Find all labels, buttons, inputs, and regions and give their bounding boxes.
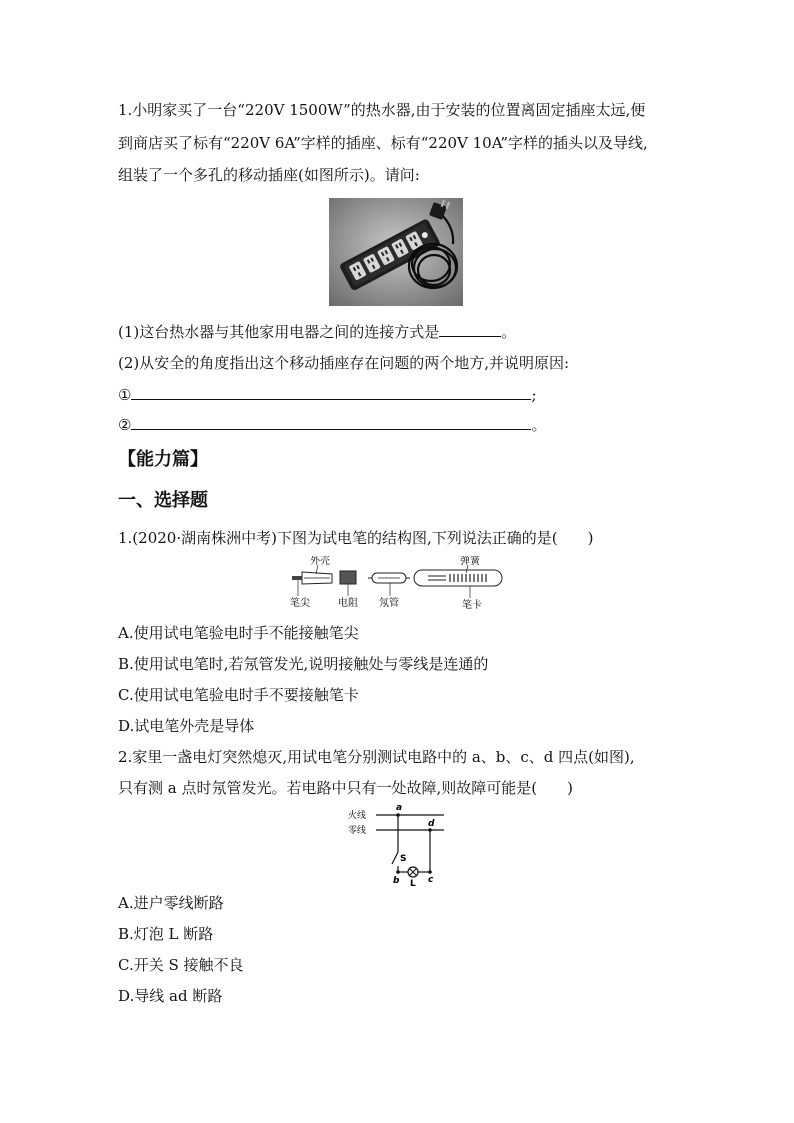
label-live-wire: 火线	[348, 811, 367, 821]
q2-option-b[interactable]: B.灯泡 L 断路	[118, 925, 214, 943]
sub-question-2: (2)从安全的角度指出这个移动插座存在问题的两个地方,并说明原因:	[118, 354, 570, 372]
resistor-shape	[340, 571, 356, 584]
label-lamp: L	[410, 879, 416, 886]
label-neon: 氖管	[379, 598, 399, 609]
power-strip-photo	[329, 198, 463, 306]
sub-question-1-end: 。	[501, 323, 517, 341]
q2-option-c[interactable]: C.开关 S 接触不良	[118, 956, 244, 974]
answer-marker-2: ②	[118, 416, 132, 434]
q1-option-d[interactable]: D.试电笔外壳是导体	[118, 717, 255, 735]
heading-choice: 一、选择题	[118, 490, 208, 511]
label-tip: 笔尖	[290, 598, 310, 609]
q2-stem-line-1: 2.家里一盏电灯突然熄灭,用试电笔分别测试电路中的 a、b、c、d 四点(如图),	[118, 748, 635, 766]
label-point-b: b	[393, 876, 400, 886]
answer-line-1	[118, 385, 537, 405]
label-point-c: c	[428, 875, 434, 885]
sub-question-1	[118, 322, 516, 342]
label-point-a: a	[396, 803, 403, 813]
answer-marker-1: ①	[118, 386, 132, 404]
circuit-diagram	[348, 800, 448, 886]
heading-ability: 【能力篇】	[118, 449, 208, 470]
answer-end-2: 。	[531, 416, 547, 434]
q2-stem-line-2: 只有测 a 点时氖管发光。若电路中只有一处故障,则故障可能是( )	[118, 779, 573, 797]
label-shell: 外壳	[310, 556, 330, 567]
label-neutral-wire: 零线	[348, 826, 367, 836]
q1-option-a[interactable]: A.使用试电笔验电时手不能接触笔尖	[118, 624, 359, 642]
q2-option-a[interactable]: A.进户零线断路	[118, 894, 224, 912]
test-pen-diagram	[290, 556, 508, 612]
question-intro-line-2: 到商店买了标有“220V 6A”字样的插座、标有“220V 10A”字样的插头以及导线,	[118, 134, 648, 152]
answer-blank-2[interactable]	[131, 385, 531, 400]
question-intro-line-1: 1.小明家买了一台“220V 1500W”的热水器,由于安装的位置离固定插座太远,便	[118, 101, 646, 119]
q1-option-c[interactable]: C.使用试电笔验电时手不要接触笔卡	[118, 686, 359, 704]
answer-end-1: ;	[531, 386, 537, 404]
q1-option-b[interactable]: B.使用试电笔时,若氖管发光,说明接触处与零线是连通的	[118, 655, 489, 673]
question-intro-line-3: 组装了一个多孔的移动插座(如图所示)。请问:	[118, 166, 420, 184]
pen-tip-shape	[292, 576, 302, 580]
answer-blank-3[interactable]	[131, 415, 531, 430]
q2-option-d[interactable]: D.导线 ad 断路	[118, 987, 223, 1005]
q1-stem: 1.(2020·湖南株洲中考)下图为试电笔的结构图,下列说法正确的是( )	[118, 529, 594, 547]
label-switch: S	[400, 854, 407, 864]
label-spring: 弹簧	[460, 556, 480, 567]
answer-blank-1[interactable]	[439, 322, 501, 337]
label-point-d: d	[428, 819, 435, 829]
label-clip: 笔卡	[462, 600, 482, 611]
answer-line-2	[118, 415, 546, 435]
label-resistor: 电阻	[338, 598, 358, 609]
sub-question-1-text: (1)这台热水器与其他家用电器之间的连接方式是	[118, 323, 440, 341]
